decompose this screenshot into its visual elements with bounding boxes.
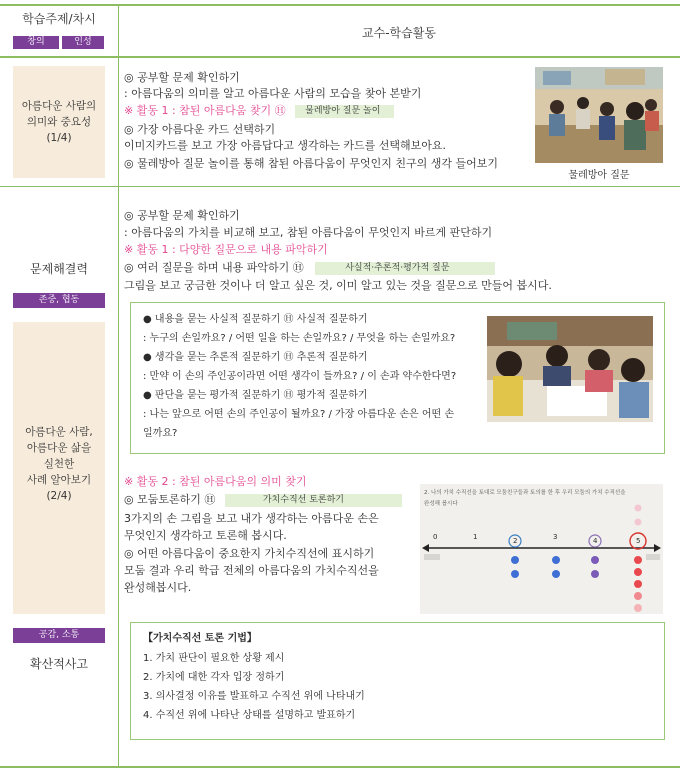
s1-activity-text: ※ 활동 1 : 참된 아름다움 찾기 Ⓗ xyxy=(124,104,286,117)
s2-act2-line-1-text: ◎ 모둠토론하기 Ⓗ xyxy=(124,493,216,506)
s2-act2-line-2: 3가지의 손 그림을 보고 내가 생각하는 아름다운 손은 xyxy=(124,512,379,525)
s1-chip: 물레방아 질문 놀이 xyxy=(295,105,394,118)
classroom-photo-1 xyxy=(535,67,663,163)
q-line-4: ● 판단을 묻는 평가적 질문하기 Ⓗ 평가적 질문하기 xyxy=(143,390,368,401)
s1-line-1: : 아름다움의 의미를 알고 아름다운 사람의 모습을 찾아 본받기 xyxy=(124,87,422,100)
topic-2 xyxy=(13,424,105,504)
s1-line-4: 이미지카드를 보고 가장 아름답다고 생각하는 카드를 선택해보아요. xyxy=(124,139,447,152)
technique-item-2: 2. 가치에 대한 각자 입장 정하기 xyxy=(143,672,285,683)
badge-character: 인성 xyxy=(62,36,104,49)
q-line-0: ● 내용을 묻는 사실적 질문하기 Ⓗ 사실적 질문하기 xyxy=(143,314,368,325)
s2-act2-line-5: 모둠 결과 우리 학급 전체의 아름다움의 가치수직선을 xyxy=(124,564,379,577)
worksheet-title-2: 완성해 봅시다 xyxy=(424,501,458,507)
tick-2: 2 xyxy=(513,537,518,545)
s2-line-3 xyxy=(124,260,495,275)
photo-caption-1: 물레방아 질문 xyxy=(568,170,630,181)
technique-item-3: 3. 의사결정 이유를 발표하고 수직선 위에 나타내기 xyxy=(143,691,365,702)
students-photo xyxy=(487,316,653,422)
s2-act2-line-6: 완성해봅시다. xyxy=(124,581,192,594)
tick-5: 5 xyxy=(636,537,641,545)
q-line-6: 일까요? xyxy=(143,428,178,439)
tick-1: 1 xyxy=(473,533,478,541)
q-line-1: : 누구의 손일까요? / 어떤 일을 하는 손일까요? / 무엇을 하는 손일까요? xyxy=(143,333,456,344)
header-left-title: 학습주제/차시 xyxy=(22,12,96,26)
topic-1 xyxy=(13,98,105,146)
topic-1-line: 의미와 중요성 xyxy=(26,116,92,128)
section1-bottom-border xyxy=(0,186,680,187)
s2-chip: 사실적·추론적·평가적 질문 xyxy=(315,262,495,275)
competency-divergent-thinking: 확산적사고 xyxy=(30,657,88,671)
s2-activity1-heading: ※ 활동 1 : 다양한 질문으로 내용 파악하기 xyxy=(124,243,328,256)
tick-0: 0 xyxy=(433,533,438,541)
table-top-border xyxy=(0,4,680,6)
competency-badge-empathy: 공감, 소통 xyxy=(13,628,105,643)
s2-act2-line-1 xyxy=(124,492,402,507)
s1-line-3: ◎ 가장 아름다운 카드 선택하기 xyxy=(124,123,276,136)
tick-4: 4 xyxy=(593,537,598,545)
technique-title: 【가치수직선 토론 기법】 xyxy=(143,633,257,644)
column-divider xyxy=(118,4,119,768)
competency-badge-respect: 존중, 협동 xyxy=(13,293,105,308)
topic-2-line: 아름다운 삶을 xyxy=(26,442,92,454)
s1-activity-heading xyxy=(124,103,394,118)
s2-line-1: : 아름다움의 가치를 비교해 보고, 참된 아름다움이 무엇인지 바르게 판단하기 xyxy=(124,226,493,239)
q-line-2: ● 생각을 묻는 추론적 질문하기 Ⓗ 추론적 질문하기 xyxy=(143,352,368,363)
q-line-5: : 나는 앞으로 어떤 손의 주인공이 될까요? / 가장 아름다운 손은 어떤 손 xyxy=(143,409,455,420)
s1-line-0: ◎ 공부할 문제 확인하기 xyxy=(124,71,240,84)
technique-item-4: 4. 수직선 위에 나타난 상태를 설명하고 발표하기 xyxy=(143,710,356,721)
s2-line-3-text: ◎ 여러 질문을 하며 내용 파악하기 Ⓗ xyxy=(124,261,304,274)
topic-1-line: (1/4) xyxy=(46,132,72,144)
badge-creativity: 창의 xyxy=(13,36,59,49)
topic-2-line: (2/4) xyxy=(46,490,72,502)
s2-line-4: 그림을 보고 궁금한 것이나 더 알고 싶은 것, 이미 알고 있는 것을 질문으로 만들어 봅시다. xyxy=(124,279,552,292)
technique-item-1: 1. 가치 판단이 필요한 상황 제시 xyxy=(143,653,285,664)
s2-activity2-heading: ※ 활동 2 : 참된 아름다움의 의미 찾기 xyxy=(124,475,307,488)
value-line-worksheet xyxy=(420,484,663,614)
topic-1-line: 아름다운 사람의 xyxy=(21,100,97,112)
s2-act2-line-3: 무엇인지 생각하고 토론해 봅시다. xyxy=(124,529,287,542)
s1-line-5: ◎ 물레방아 질문 놀이를 통해 참된 아름다움이 무엇인지 친구의 생각 들어보기 xyxy=(124,157,498,170)
table-bottom-border xyxy=(0,766,680,768)
s2-chip2: 가치수직선 토론하기 xyxy=(225,494,402,507)
s2-line-0: ◎ 공부할 문제 확인하기 xyxy=(124,209,240,222)
q-line-3: : 만약 이 손의 주인공이라면 어떤 생각이 들까요? / 이 손과 약수한다면? xyxy=(143,371,457,382)
worksheet-title: 2. 나의 가치 수직선을 토대로 모둠친구들과 토의를 한 후 우리 모둠의 가치 수직선을 xyxy=(424,490,626,496)
topic-2-line: 아름다운 사람, xyxy=(25,426,93,438)
topic-2-line: 실천한 xyxy=(43,458,75,470)
topic-2-line: 사례 알아보기 xyxy=(26,474,92,486)
header-bottom-border xyxy=(0,56,680,58)
competency-problem-solving: 문제해결력 xyxy=(30,262,88,276)
tick-3: 3 xyxy=(553,533,558,541)
s2-act2-line-4: ◎ 어떤 아름다움이 중요한지 가치수직선에 표시하기 xyxy=(124,547,375,560)
header-right-title: 교수-학습활동 xyxy=(362,26,436,40)
